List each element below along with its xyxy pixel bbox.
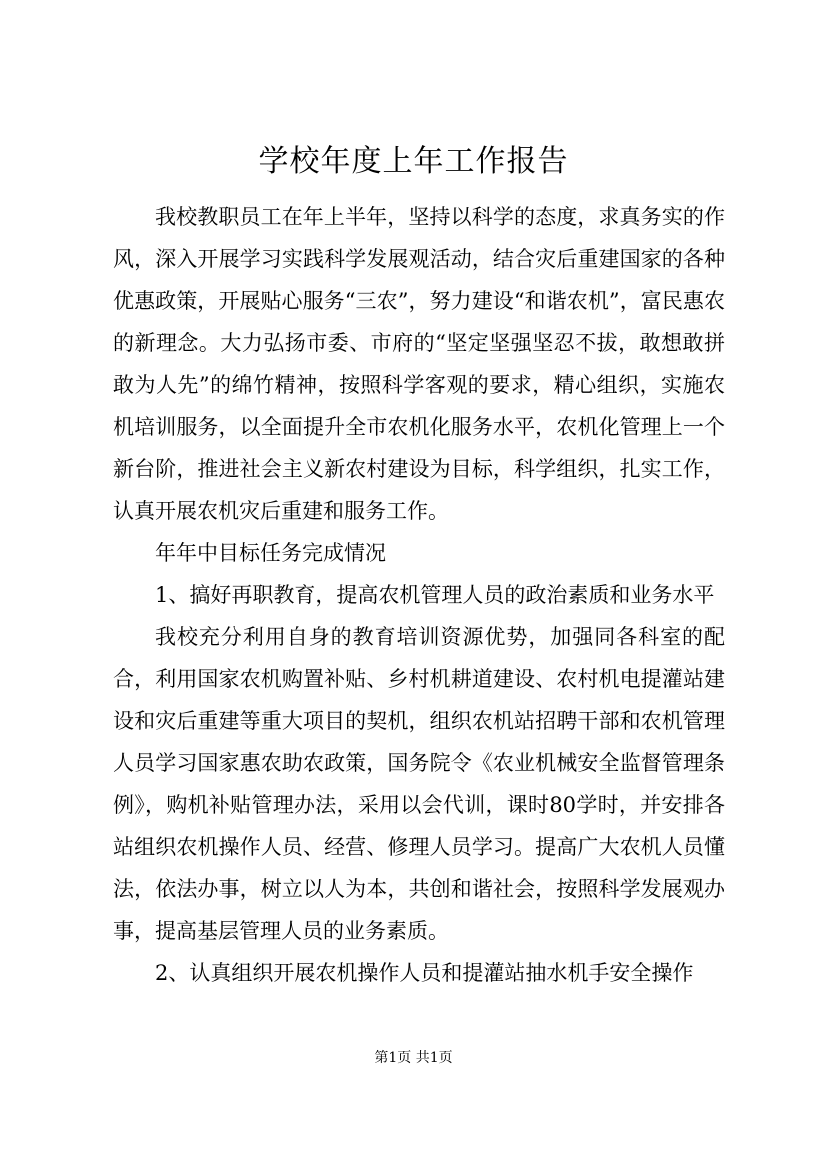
page-footer: 第1页 共1页: [374, 1050, 453, 1066]
section-heading: 年年中目标任务完成情况: [155, 541, 386, 565]
paragraph-training: 我校充分利用自身的教育培训资源优势，加强同各科室的配合，利用国家农机购置补贴、乡村机耕道建设、农村机电提灌站建设和灾后重建等重大项目的契机，组织农机站招聘干部和农机管理人员学习国家惠农助农政策，国务院令《农业机械安全监督管理条例》，购机补贴管理办法，采用以会代训，课时80学时，并安排各站组织农机操作人员、经营、修理人员学习。提高广大农机人员懂法，依法办事，树立以人为本，共创和谐社会，按照科学发展观办事，提高基层管理人员的业务素质。: [113, 625, 725, 943]
document-title: 学校年度上年工作报告: [258, 144, 569, 179]
paragraph-intro: 我校教职员工在年上半年，坚持以科学的态度，求真务实的作风，深入开展学习实践科学发展观活动，结合灾后重建国家的各种优惠政策，开展贴心服务“三农”，努力建设“和谐农机”，富民惠农的新理念。大力弘扬市委、市府的“坚定坚强坚忍不拔，敢想敢拼敢为人先”的绵竹精神，按照科学客观的要求，精心组织，实施农机培训服务，以全面提升全市农机化服务水平，农机化管理上一个新台阶，推进社会主义新农村建设为目标，科学组织，扎实工作，认真开展农机灾后重建和服务工作。: [113, 205, 725, 523]
document-body: [113, 196, 725, 994]
item-heading-2: 2、认真组织开展农机操作人员和提灌站抽水机手安全操作: [155, 961, 694, 985]
item-heading-1: 1、搞好再职教育，提高农机管理人员的政治素质和业务水平: [155, 583, 715, 607]
